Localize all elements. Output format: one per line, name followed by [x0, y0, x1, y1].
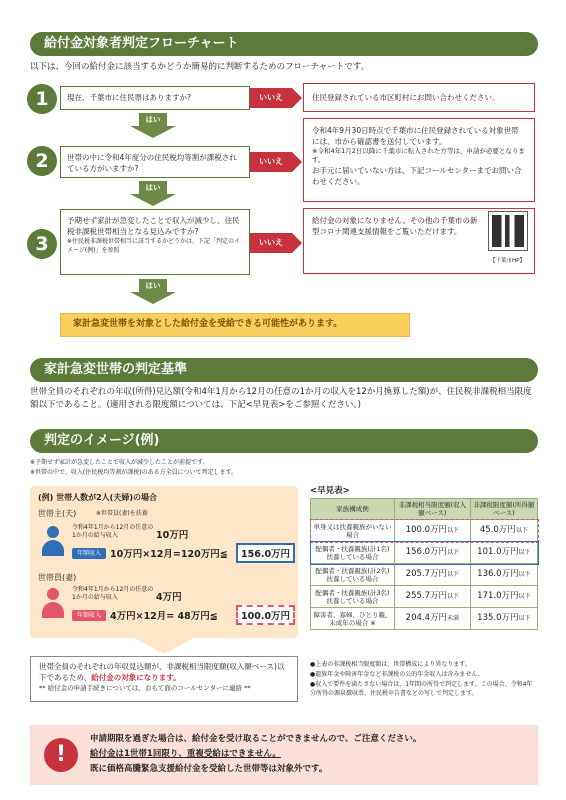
- table-cell: 配偶者・扶養親族(計2名)扶養している場合: [311, 564, 395, 586]
- table-cell: 204.4万円未満: [395, 608, 471, 630]
- table-cell: 205.7万円以下: [395, 564, 471, 586]
- quick-note-3: ●収入で要件を満たさない場合は、1年間の所得で判定します。この場合、令和4年分所得の源泉徴収票、住民税申告書などの写しで判定します。: [310, 681, 533, 697]
- alert-line-1: 申請期限を過ぎた場合は、給付金を受け取ることができませんので、ご注意ください。: [90, 734, 422, 744]
- table-cell: 単身又は扶養親族がいない場合: [311, 520, 395, 542]
- example-panel: [30, 486, 298, 638]
- step-3-question: [60, 209, 250, 275]
- flowchart-result: 家計急変世帯を対象とした給付金を受給できる可能性があります。: [60, 313, 410, 337]
- wife-annual-pill: 年額収入: [72, 610, 106, 621]
- example-title: (例) 世帯人数が2人(夫婦)の場合: [38, 493, 157, 502]
- quick-table: [310, 498, 538, 630]
- step-2-question: 世帯の中に令和4年度分の住民税均等割が課税されている方がいますか?: [60, 146, 250, 178]
- yes-arrow-2: はい: [130, 181, 176, 206]
- qr-code-icon[interactable]: [489, 212, 527, 250]
- table-cell: 100.0万円以下: [395, 520, 471, 542]
- wife-label: 世帯員(妻): [38, 573, 77, 582]
- deadline-alert: [30, 725, 538, 785]
- criteria-text: 世帯全員のそれぞれの年収(所得)見込額(令和4年1月から12月の任意の1か月の収入を12か月換算した額)が、住民税非課税相当限度額以下であること。(適用される限度額については、下記<早見表>をご参照ください。): [30, 387, 532, 410]
- alert-line-3: 既に価格高騰緊急支援給付金を受給した世帯等は対象外です。: [90, 764, 328, 774]
- quick-note-2: ●遺族年金や障害年金など非課税の公的年金収入は含みません。: [310, 671, 484, 678]
- quick-table-header: 家族構成例: [311, 499, 395, 520]
- yes-arrow-1: はい: [130, 113, 176, 138]
- step-3-answer: 給付金の対象になりません。その他の千葉市の新型コロナ関連支援情報をご覧いただけます。: [303, 208, 535, 274]
- step-2-answer: [303, 118, 535, 202]
- step-2-no-arrow: いいえ: [250, 152, 292, 172]
- table-cell: 136.0万円以下: [470, 564, 537, 586]
- summary-contact-note: ** 給付金の申請手続きについては、おもて面のコールセンターに連絡 **: [39, 684, 251, 692]
- table-row: [311, 564, 538, 586]
- alert-line-2: 給付金は1世帯1回限り、重複受給はできません。: [90, 749, 281, 759]
- quick-table-title: <早見表>: [310, 486, 350, 496]
- step-1-answer: 住民登録されている市区町村にお問い合わせください。: [303, 83, 535, 112]
- table-cell: 101.0万円以下: [470, 542, 537, 564]
- table-row: [311, 586, 538, 608]
- step-3-question-text: 予期せず家計が急変したことで収入が減少し、住民税非課税世帯相当となる見込みですか?: [67, 216, 240, 236]
- step-1-no-arrow: いいえ: [250, 88, 292, 108]
- exclamation-icon: !: [44, 738, 78, 772]
- table-cell: 171.0万円以下: [470, 586, 537, 608]
- quick-table-header: 非課税限度額(所得額ベース): [470, 499, 537, 520]
- table-row: [311, 542, 538, 564]
- example-down-arrow: [134, 638, 194, 654]
- wife-limit: 100.0万円: [236, 605, 295, 625]
- step-2-answer-extra: お手元に届いていない方は、下記コールセンターまでお問い合わせください。: [312, 166, 522, 186]
- table-cell: 255.7万円以下: [395, 586, 471, 608]
- step-number-1: 1: [27, 84, 57, 114]
- image-note-1: ※予期せず家計が急変したことで収入が減少したことが前提です。: [30, 459, 209, 466]
- step-3-no-arrow: いいえ: [250, 233, 292, 253]
- table-cell: 156.0万円以下: [395, 542, 471, 564]
- summary-emphasis: 給付金の対象になります。: [91, 673, 181, 682]
- example-summary: [30, 656, 298, 702]
- wife-month-label: 令和4年1月から12月の任意の1か月の給与収入: [72, 586, 154, 601]
- step-1-question: 現在、千葉市に住民票はありますか?: [60, 86, 250, 110]
- qr-caption: 【千葉市HP】: [490, 258, 525, 264]
- step-number-2: 2: [27, 146, 57, 176]
- husband-annual-pill: 年額収入: [72, 548, 106, 559]
- husband-calc: 10万円×12月=120万円≦: [110, 549, 228, 560]
- quick-note-1: ●上表の非課税相当限度額は、世帯構成により異なります。: [310, 661, 471, 668]
- image-heading: 判定のイメージ(例): [30, 429, 538, 453]
- table-row: [311, 608, 538, 630]
- husband-person-icon: [42, 526, 64, 556]
- image-note-2: ※世帯の中で、収入(住民税均等割が課税)のある方全員について判定します。: [30, 469, 237, 476]
- step-number-3: 3: [27, 229, 57, 259]
- table-cell: 45.0万円以下: [470, 520, 537, 542]
- flowchart-heading: 給付金対象者判定フローチャート: [30, 32, 538, 56]
- table-row: [311, 520, 538, 542]
- husband-note: ※世帯員(妻)を扶養: [96, 510, 148, 517]
- flowchart-lead: 以下は、今回の給付金に該当するかどうか簡易的に判断するためのフローチャートです。: [30, 62, 370, 72]
- husband-label: 世帯主(夫): [38, 509, 77, 518]
- husband-month: 10万円: [156, 530, 189, 541]
- table-cell: 配偶者・扶養親族(計3名)扶養している場合: [311, 586, 395, 608]
- quick-table-header: 非課税相当限度額(収入額ベース): [395, 499, 471, 520]
- criteria-heading: 家計急変世帯の判定基準: [30, 358, 538, 382]
- step-3-question-note: ※住民税非課税世帯相当に該当するかどうかは、下記「判定のイメージ(例)」を参照: [67, 238, 241, 254]
- husband-limit: 156.0万円: [236, 543, 295, 563]
- wife-month: 4万円: [156, 592, 182, 603]
- yes-arrow-3: はい: [130, 279, 176, 304]
- wife-person-icon: [42, 588, 64, 618]
- table-cell: 障害者、寡婦、ひとり親、未成年の場合 ※: [311, 608, 395, 630]
- table-cell: 配偶者・扶養親族(計1名)扶養している場合: [311, 542, 395, 564]
- table-cell: 135.0万円以下: [470, 608, 537, 630]
- husband-month-label: 令和4年1月から12月の任意の1か月の給与収入: [72, 524, 154, 539]
- step-2-answer-text: 令和4年9月30日時点で千葉市に住民登録されている対象世帯には、市から確認書を送付しています。: [312, 126, 519, 146]
- step-2-answer-note: ※令和4年1月2日以降に千葉市に転入された方等は、申請が必要となります。: [312, 147, 525, 164]
- wife-calc: 4万円×12月= 48万円≦: [110, 611, 218, 622]
- summary-text: 世帯全員のそれぞれの年収見込額が、非課税相当限度額(収入額ベース)以下であるため、: [39, 662, 285, 682]
